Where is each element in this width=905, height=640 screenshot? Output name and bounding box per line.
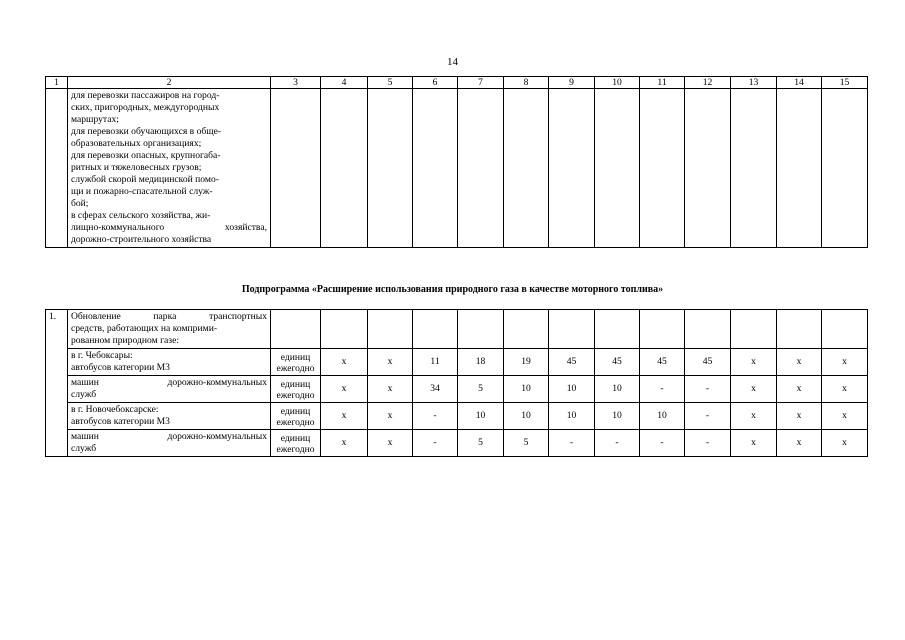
header-cell: 5 [368, 77, 413, 89]
description-line: для перевозки пассажиров на город- [71, 90, 220, 101]
table-subprogram [45, 309, 868, 457]
table-row [46, 89, 868, 248]
table-continuation [45, 76, 868, 248]
unit-line: единиц [280, 352, 311, 363]
item-label: служб [71, 443, 97, 454]
cell-value: x [777, 376, 822, 403]
city-label: в г. Новочебоксарске: [71, 404, 159, 415]
cell-value: 45 [549, 349, 595, 376]
description-line: рованном природном газе: [71, 335, 179, 346]
cell-empty [731, 310, 777, 349]
cell-empty [504, 89, 549, 248]
city-label: в г. Чебоксары: [71, 350, 133, 361]
cell-empty [822, 89, 868, 248]
cell-description [68, 430, 271, 457]
cell-empty [321, 310, 368, 349]
cell-value: - [549, 430, 595, 457]
table-row [46, 403, 868, 430]
cell-empty [595, 310, 640, 349]
header-cell: 2 [68, 77, 271, 89]
cell-value: - [640, 430, 685, 457]
header-cell: 9 [549, 77, 595, 89]
table-row [46, 376, 868, 403]
cell-unit [271, 376, 321, 403]
cell-value: 19 [504, 349, 549, 376]
cell-value: 10 [595, 403, 640, 430]
cell-value: x [777, 430, 822, 457]
cell-value: 34 [413, 376, 458, 403]
description-line: щи и пожарно-спасательной служ- [71, 186, 213, 197]
unit-line: ежегодно [276, 363, 315, 374]
page-number: 14 [447, 56, 458, 68]
cell-description [68, 376, 271, 403]
cell-empty [685, 310, 731, 349]
item-label: автобусов категории М3 [71, 362, 170, 373]
cell-value: x [321, 403, 368, 430]
description-line: образовательных организациях; [71, 138, 202, 149]
header-cell: 11 [640, 77, 685, 89]
cell-value: x [368, 403, 413, 430]
cell-value: x [731, 403, 777, 430]
cell-empty [321, 89, 368, 248]
cell-unit [271, 430, 321, 457]
unit-line: ежегодно [276, 417, 315, 428]
cell-value: - [413, 403, 458, 430]
cell-empty [549, 310, 595, 349]
cell-value: 10 [549, 376, 595, 403]
cell-value: x [321, 430, 368, 457]
cell-empty [271, 310, 321, 349]
cell-value: x [731, 349, 777, 376]
cell-value: x [321, 376, 368, 403]
cell-value: - [640, 376, 685, 403]
cell-value: 10 [504, 403, 549, 430]
cell-empty [549, 89, 595, 248]
description-line: ских, пригородных, междугородных [71, 102, 220, 113]
cell-empty [368, 89, 413, 248]
cell-empty [368, 310, 413, 349]
unit-line: единиц [280, 433, 311, 444]
cell-value: - [685, 376, 731, 403]
description-line: средств, работающих на комприми- [71, 323, 218, 334]
cell-value: - [413, 430, 458, 457]
header-cell: 1 [46, 77, 68, 89]
header-cell: 8 [504, 77, 549, 89]
unit-line: ежегодно [276, 390, 315, 401]
table-header-row [46, 77, 868, 89]
cell-value: x [822, 403, 868, 430]
cell-unit [271, 349, 321, 376]
header-cell: 12 [685, 77, 731, 89]
cell-value: 45 [640, 349, 685, 376]
cell-description [68, 349, 271, 376]
cell-value: 10 [549, 403, 595, 430]
item-label: машин дорожно-коммунальных [71, 431, 267, 442]
unit-line: ежегодно [276, 444, 315, 455]
cell-value: 10 [458, 403, 504, 430]
table-row [46, 310, 868, 349]
header-cell: 6 [413, 77, 458, 89]
cell-empty [458, 89, 504, 248]
header-cell: 4 [321, 77, 368, 89]
cell-description [68, 403, 271, 430]
description-line: ритных и тяжеловесных грузов; [71, 162, 202, 173]
cell-value: 45 [595, 349, 640, 376]
cell-unit [271, 403, 321, 430]
cell-description [68, 310, 271, 349]
cell-value: x [731, 430, 777, 457]
cell-value: x [731, 376, 777, 403]
cell-value: x [777, 349, 822, 376]
cell-empty [271, 89, 321, 248]
cell-value: x [321, 349, 368, 376]
table-row [46, 349, 868, 376]
cell-value: x [822, 349, 868, 376]
header-cell: 15 [822, 77, 868, 89]
cell-value: 10 [640, 403, 685, 430]
subprogram-title: Подпрограмма «Расширение использования природного газа в качестве моторного топлива» [241, 284, 664, 295]
header-cell: 3 [271, 77, 321, 89]
cell-empty [777, 89, 822, 248]
cell-value: 45 [685, 349, 731, 376]
header-cell: 13 [731, 77, 777, 89]
cell-empty [504, 310, 549, 349]
cell-empty [731, 89, 777, 248]
cell-value: - [595, 430, 640, 457]
header-cell: 7 [458, 77, 504, 89]
cell-value: x [822, 376, 868, 403]
description-line: маршрутах; [71, 114, 119, 125]
cell-value: x [368, 349, 413, 376]
unit-line: единиц [280, 406, 311, 417]
cell-value: 5 [458, 376, 504, 403]
cell-empty [640, 310, 685, 349]
description-line: лищно-коммунального хозяйства, [71, 222, 267, 233]
cell-empty [413, 89, 458, 248]
item-label: автобусов категории М3 [71, 416, 170, 427]
cell-value: 11 [413, 349, 458, 376]
cell-num [46, 89, 68, 248]
cell-value: - [685, 403, 731, 430]
description-line: в сферах сельского хозяйства, жи- [71, 210, 211, 221]
cell-description [68, 89, 271, 248]
description-line: дорожно-строительного хозяйства [71, 234, 212, 245]
cell-value: x [368, 376, 413, 403]
item-label: машин дорожно-коммунальных [71, 377, 267, 388]
cell-empty [640, 89, 685, 248]
cell-row-number: 1. [46, 310, 68, 457]
cell-empty [685, 89, 731, 248]
description-line: для перевозки опасных, крупногаба- [71, 150, 221, 161]
unit-line: единиц [280, 379, 311, 390]
description-line: бой; [71, 198, 89, 209]
cell-empty [413, 310, 458, 349]
description-line: Обновление парка транспортных [71, 311, 267, 322]
description-line: для перевозки обучающихся в обще- [71, 126, 222, 137]
item-label: служб [71, 389, 97, 400]
cell-empty [595, 89, 640, 248]
cell-value: 10 [595, 376, 640, 403]
cell-empty [458, 310, 504, 349]
description-line: службой скорой медицинской помо- [71, 174, 219, 185]
cell-value: x [822, 430, 868, 457]
cell-value: x [777, 403, 822, 430]
cell-value: 10 [504, 376, 549, 403]
header-cell: 10 [595, 77, 640, 89]
header-cell: 14 [777, 77, 822, 89]
cell-value: 5 [504, 430, 549, 457]
cell-value: - [685, 430, 731, 457]
cell-value: 18 [458, 349, 504, 376]
table-row [46, 430, 868, 457]
cell-empty [822, 310, 868, 349]
cell-empty [777, 310, 822, 349]
cell-value: 5 [458, 430, 504, 457]
cell-value: x [368, 430, 413, 457]
